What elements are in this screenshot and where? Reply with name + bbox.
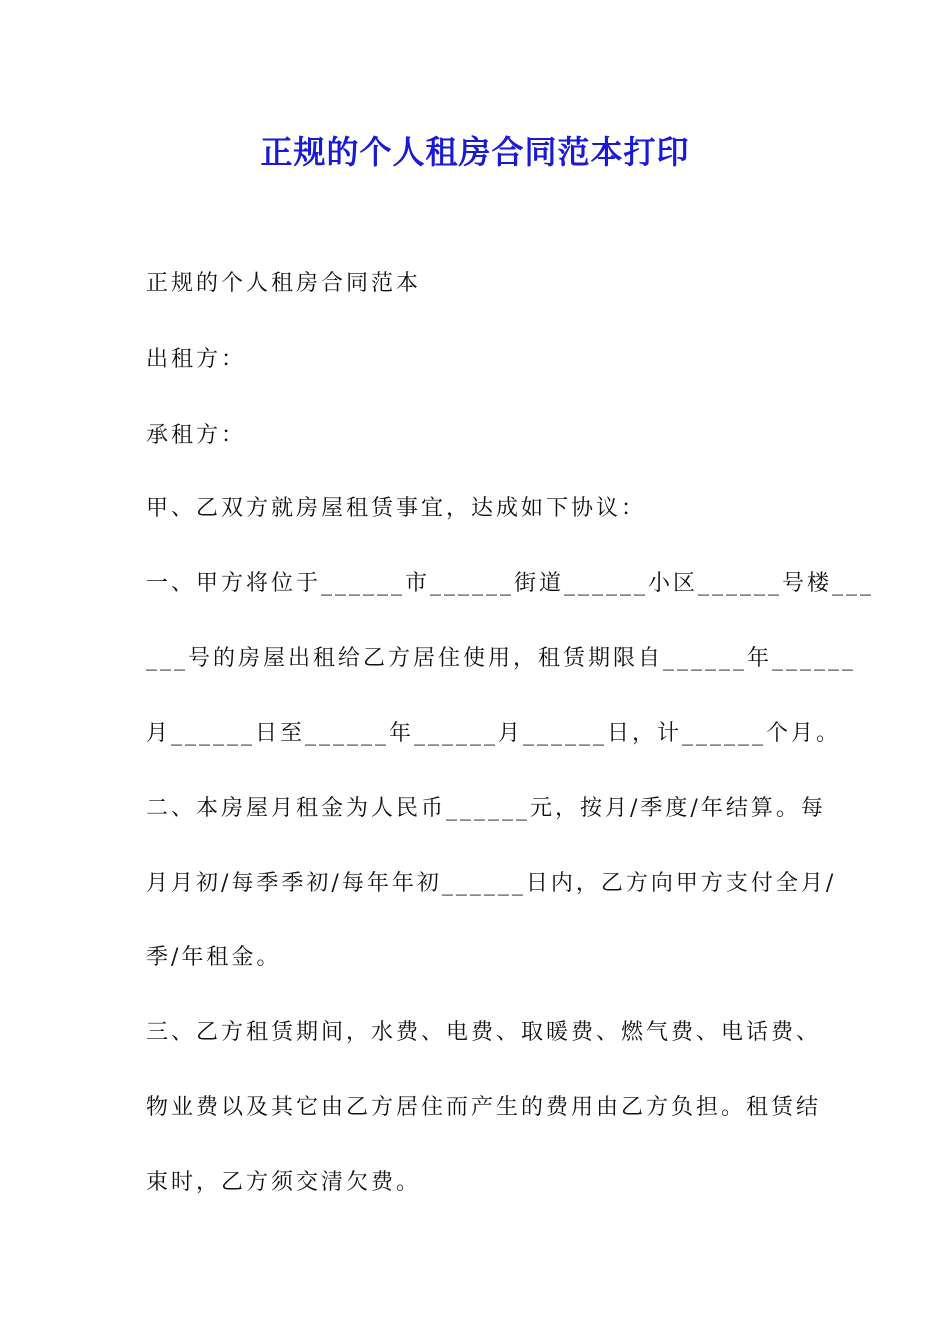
- subtitle-line: 正规的个人租房合同范本: [146, 271, 422, 296]
- lessee-line: 承租方：: [146, 423, 247, 448]
- clause-2-line-2: 月月初/每季季初/每年年初______日内，乙方向甲方支付全月/: [146, 871, 837, 896]
- document-title: 正规的个人租房合同范本打印: [260, 133, 690, 171]
- clause-2-line-3: 季/年租金。: [146, 945, 282, 970]
- agreement-intro-line: 甲、乙双方就房屋租赁事宜，达成如下协议：: [146, 496, 647, 521]
- clause-1-line-1: 一、甲方将位于______市______街道______小区______号楼___: [146, 571, 875, 596]
- clause-3-line-2: 物业费以及其它由乙方居住而产生的费用由乙方负担。租赁结: [146, 1095, 822, 1120]
- clause-2-line-1: 二、本房屋月租金为人民币______元，按月/季度/年结算。每: [146, 796, 826, 821]
- lessor-line: 出租方：: [146, 347, 247, 372]
- clause-1-line-2: ___号的房屋出租给乙方居住使用，租赁期限自______年______: [146, 646, 857, 671]
- clause-3-line-1: 三、乙方租赁期间，水费、电费、取暖费、燃气费、电话费、: [146, 1020, 822, 1045]
- clause-3-line-3: 束时，乙方须交清欠费。: [146, 1170, 422, 1195]
- clause-1-line-3: 月______日至______年______月______日，计______个月。: [146, 721, 842, 746]
